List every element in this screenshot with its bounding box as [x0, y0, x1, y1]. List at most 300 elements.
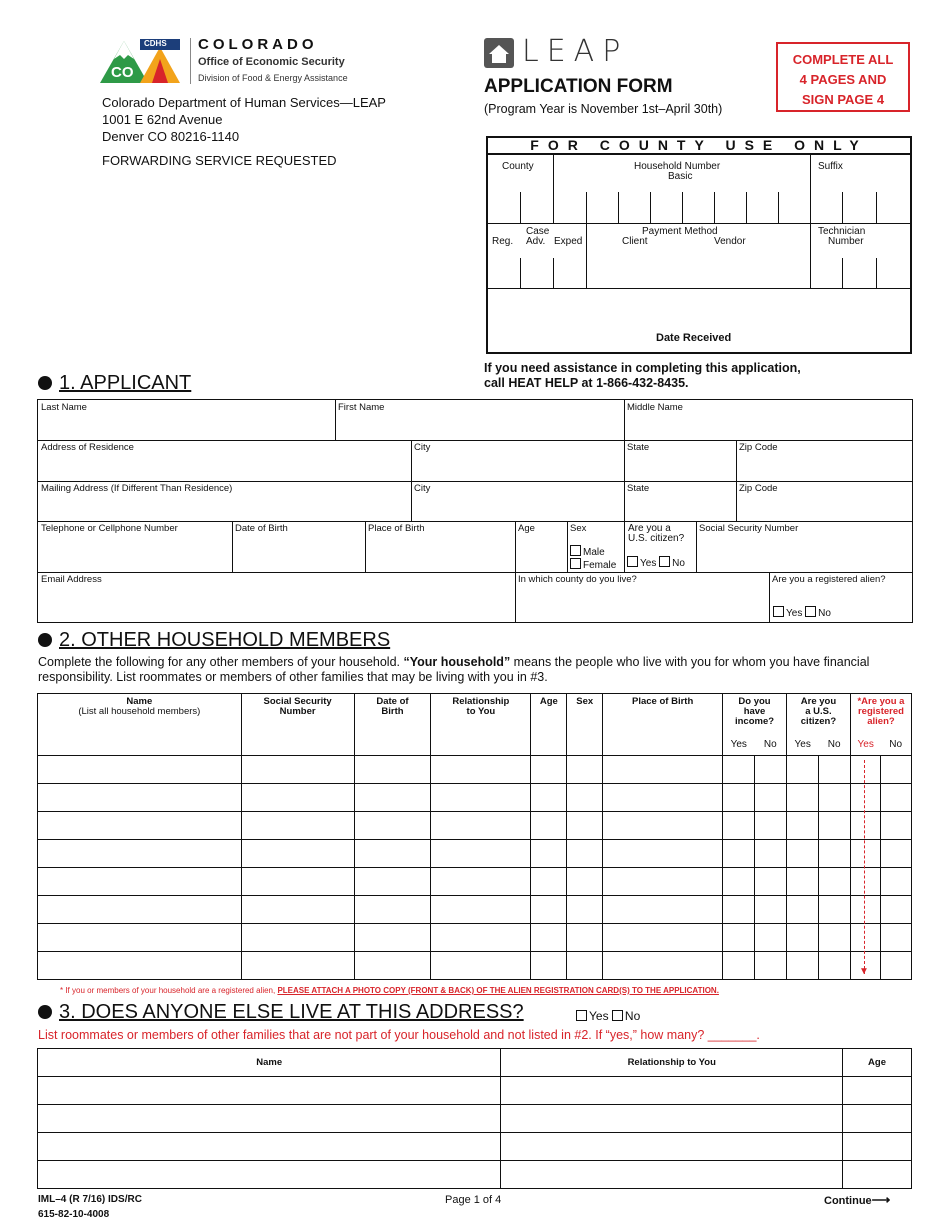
- table-cell[interactable]: [38, 1161, 501, 1189]
- col-pob: Place of Birth: [603, 694, 723, 756]
- table-cell[interactable]: [843, 1133, 912, 1161]
- continue-label: Continue: [824, 1195, 872, 1207]
- tick: [842, 192, 843, 223]
- alien-field: [769, 572, 912, 622]
- telephone-field[interactable]: [38, 521, 232, 572]
- table-cell[interactable]: [501, 1077, 843, 1105]
- table-cell[interactable]: [786, 840, 818, 868]
- table-cell[interactable]: [567, 896, 603, 924]
- table-cell[interactable]: [723, 924, 755, 952]
- alien-yes-checkbox[interactable]: [773, 606, 784, 617]
- divider: [810, 223, 811, 288]
- state-label: State: [627, 483, 650, 494]
- citizen-field: [624, 521, 696, 572]
- zip-label: Zip Code: [739, 442, 778, 453]
- table-cell[interactable]: [603, 840, 723, 868]
- tick: [714, 192, 715, 223]
- form-id: IML–4 (R 7/16) IDS/RC: [38, 1194, 142, 1205]
- table-cell[interactable]: [818, 952, 850, 980]
- other-resident-row[interactable]: [38, 1105, 912, 1133]
- household-number-label: Household Number: [634, 161, 721, 172]
- form-number: 615-82-10-4008: [38, 1209, 110, 1220]
- male-label: Male: [583, 547, 605, 558]
- no-label: No: [672, 558, 685, 569]
- col-label: Relationship: [452, 696, 510, 707]
- assistance-line: If you need assistance in completing this application,: [484, 361, 801, 375]
- residence-address-label: Address of Residence: [41, 442, 134, 453]
- cdhs-logo: [100, 37, 190, 85]
- logo-divider: [190, 38, 191, 84]
- table-cell[interactable]: [531, 896, 567, 924]
- intro-text: Complete the following for any other members of your household.: [38, 655, 404, 669]
- table-cell[interactable]: [818, 840, 850, 868]
- citizen-q-line: U.S. citizen?: [628, 533, 685, 544]
- tick: [682, 192, 683, 223]
- county-use-title: FOR COUNTY USE ONLY: [488, 138, 910, 155]
- table-cell[interactable]: [241, 784, 354, 812]
- table-cell[interactable]: [354, 812, 431, 840]
- divider: [520, 258, 521, 288]
- section-3-options: [576, 1009, 640, 1023]
- table-cell[interactable]: [431, 784, 531, 812]
- household-member-row[interactable]: [38, 868, 912, 896]
- address-line: Colorado Department of Human Services—LEAP: [102, 95, 386, 110]
- table-cell[interactable]: [603, 812, 723, 840]
- divider: [810, 155, 811, 223]
- other-resident-row[interactable]: [38, 1161, 912, 1189]
- table-cell[interactable]: [354, 924, 431, 952]
- table-cell[interactable]: [818, 812, 850, 840]
- table-cell[interactable]: [431, 868, 531, 896]
- table-cell[interactable]: [880, 868, 911, 896]
- mailing-address-label: Mailing Address (If Different Than Residence): [41, 483, 233, 494]
- col-ssn: [241, 694, 354, 756]
- table-cell[interactable]: [786, 756, 818, 784]
- table-cell[interactable]: [241, 756, 354, 784]
- notice-line: 4 PAGES AND: [799, 72, 887, 87]
- arrow-down-icon: ▼: [859, 966, 869, 977]
- table-cell[interactable]: [603, 924, 723, 952]
- table-cell[interactable]: [603, 784, 723, 812]
- col-name-label: Name: [126, 696, 153, 707]
- sex-label: Sex: [570, 523, 587, 534]
- address-line: 1001 E 62nd Avenue: [102, 112, 223, 127]
- notice-line: COMPLETE ALL: [792, 52, 894, 67]
- no-label: No: [624, 1009, 641, 1023]
- table-cell[interactable]: [531, 784, 567, 812]
- ssn-label: Social Security Number: [699, 523, 799, 534]
- table-cell[interactable]: [755, 924, 787, 952]
- table-cell[interactable]: [354, 868, 431, 896]
- date-received-label: Date Received: [656, 332, 732, 344]
- table-cell[interactable]: [818, 868, 850, 896]
- table-cell[interactable]: [567, 952, 603, 980]
- table-cell[interactable]: [567, 812, 603, 840]
- arrow-right-icon: ⟶: [871, 1192, 891, 1207]
- table-cell[interactable]: [567, 924, 603, 952]
- col-label: Number: [279, 706, 316, 717]
- table-cell[interactable]: [501, 1105, 843, 1133]
- age-field[interactable]: [515, 521, 567, 572]
- table-cell[interactable]: [843, 1105, 912, 1133]
- section-1-heading: 1. APPLICANT: [59, 372, 192, 394]
- table-cell[interactable]: [354, 896, 431, 924]
- col-label: Social Security: [263, 696, 332, 707]
- table-cell[interactable]: [880, 812, 911, 840]
- table-cell[interactable]: [531, 924, 567, 952]
- table-cell[interactable]: [603, 756, 723, 784]
- table-cell[interactable]: [38, 812, 242, 840]
- table-cell[interactable]: [431, 896, 531, 924]
- alien-footnote: [60, 986, 719, 995]
- table-cell[interactable]: [723, 952, 755, 980]
- table-cell[interactable]: [755, 868, 787, 896]
- table-cell[interactable]: [755, 896, 787, 924]
- table-cell[interactable]: [603, 896, 723, 924]
- table-cell[interactable]: [531, 840, 567, 868]
- table-cell[interactable]: [786, 896, 818, 924]
- office-name: Office of Economic Security: [198, 56, 345, 68]
- return-address: [102, 94, 386, 145]
- county-question-label: In which county do you live?: [518, 574, 637, 585]
- org-name: COLORADO: [198, 36, 318, 53]
- row-divider: [488, 223, 910, 224]
- table-cell[interactable]: [354, 756, 431, 784]
- mailing-zip-field[interactable]: [736, 481, 912, 521]
- alien-arrow: [864, 760, 866, 974]
- citizen-options: [627, 556, 685, 569]
- email-field[interactable]: [38, 572, 515, 622]
- table-cell[interactable]: [531, 812, 567, 840]
- male-option[interactable]: [570, 545, 616, 558]
- table-cell[interactable]: [880, 840, 911, 868]
- other-resident-rows: [38, 1077, 912, 1189]
- col-age: Age: [531, 694, 567, 756]
- col-label: Do you: [738, 696, 771, 707]
- co-badge-text: CO: [111, 64, 134, 81]
- alien-yes: Yes: [850, 734, 880, 756]
- table-cell[interactable]: [38, 1133, 501, 1161]
- table-cell[interactable]: [786, 924, 818, 952]
- table-cell[interactable]: [431, 840, 531, 868]
- col-label: *Are you a: [857, 696, 905, 707]
- no-label: No: [818, 608, 831, 619]
- table-cell[interactable]: [786, 812, 818, 840]
- section-3-intro: List roommates or members of other families that are not part of your household and not listed in #2. If “yes,” how many? _______.: [38, 1028, 760, 1042]
- yes-label: Yes: [589, 1009, 609, 1023]
- tick: [842, 258, 843, 288]
- table-cell[interactable]: [38, 784, 242, 812]
- residence-city-field[interactable]: [411, 440, 624, 481]
- household-member-row[interactable]: [38, 952, 912, 980]
- divider: [586, 223, 587, 288]
- header-row: [38, 1049, 912, 1077]
- col-label: to You: [466, 706, 496, 717]
- assistance-line: call HEAT HELP at 1-866-432-8435.: [484, 376, 689, 390]
- sex-field: [567, 521, 624, 572]
- vendor-label: Vendor: [714, 236, 746, 247]
- applicant-grid: [37, 399, 913, 623]
- tick: [746, 192, 747, 223]
- leap-house-icon: [484, 38, 514, 68]
- notice-line: SIGN PAGE 4: [801, 92, 885, 107]
- section-3-heading: 3. DOES ANYONE ELSE LIVE AT THIS ADDRESS?: [59, 1001, 524, 1023]
- pob-label: Place of Birth: [368, 523, 425, 534]
- table-cell[interactable]: [843, 1161, 912, 1189]
- alien-no: No: [880, 734, 911, 756]
- tick: [876, 192, 877, 223]
- other-residents-table: [37, 1048, 912, 1189]
- other-resident-row[interactable]: [38, 1133, 912, 1161]
- table-cell[interactable]: [723, 868, 755, 896]
- middle-name-field[interactable]: [624, 400, 912, 440]
- table-cell[interactable]: [603, 868, 723, 896]
- table-cell[interactable]: [431, 756, 531, 784]
- table-cell[interactable]: [603, 952, 723, 980]
- table-cell[interactable]: [880, 924, 911, 952]
- table-cell[interactable]: [38, 952, 242, 980]
- table-cell[interactable]: [723, 784, 755, 812]
- col-citizen: [786, 694, 850, 734]
- tick: [650, 192, 651, 223]
- table-cell[interactable]: [531, 952, 567, 980]
- tech-number-label: Number: [828, 236, 864, 247]
- anyone-yes-checkbox[interactable]: [576, 1010, 587, 1021]
- table-cell[interactable]: [431, 952, 531, 980]
- table-cell[interactable]: [431, 812, 531, 840]
- household-members-table: [37, 693, 912, 980]
- col-label: a U.S.: [805, 706, 832, 717]
- yes-label: Yes: [786, 608, 803, 619]
- residence-zip-field[interactable]: [736, 440, 912, 481]
- payment-method-label: Payment Method: [642, 226, 718, 237]
- table-cell[interactable]: [880, 952, 911, 980]
- row-divider: [488, 288, 910, 289]
- household-member-row[interactable]: [38, 812, 912, 840]
- mailing-state-field[interactable]: [624, 481, 736, 521]
- col-name-sub: (List all household members): [78, 706, 201, 717]
- table-cell[interactable]: [354, 840, 431, 868]
- assistance-note: [484, 361, 801, 391]
- table-cell[interactable]: [755, 756, 787, 784]
- table-cell[interactable]: [531, 756, 567, 784]
- household-rows: [38, 756, 912, 980]
- sex-options: [570, 545, 616, 571]
- table-cell[interactable]: [818, 896, 850, 924]
- table-cell[interactable]: [786, 952, 818, 980]
- city-label: City: [414, 483, 431, 494]
- table-cell[interactable]: [567, 756, 603, 784]
- citizen-no-checkbox[interactable]: [659, 556, 670, 567]
- table-cell[interactable]: [38, 924, 242, 952]
- mailing-address-field[interactable]: [38, 481, 411, 521]
- table-cell[interactable]: [818, 924, 850, 952]
- county-label: County: [502, 161, 534, 172]
- table-cell[interactable]: [843, 1077, 912, 1105]
- intro-bold-text: “Your household”: [403, 655, 511, 669]
- section-2-heading: 2. OTHER HOUSEHOLD MEMBERS: [59, 629, 391, 651]
- col-relationship: Relationship to You: [501, 1049, 843, 1077]
- col-label: income?: [734, 716, 775, 727]
- table-cell[interactable]: [567, 840, 603, 868]
- tick: [586, 192, 587, 223]
- table-cell[interactable]: [241, 952, 354, 980]
- cdhs-badge-text: CDHS: [144, 39, 167, 48]
- table-cell[interactable]: [755, 784, 787, 812]
- col-label: have: [743, 706, 766, 717]
- alien-question-label: Are you a registered alien?: [772, 574, 886, 585]
- reg-label: Reg.: [492, 236, 514, 247]
- table-cell[interactable]: [755, 952, 787, 980]
- col-income: [723, 694, 787, 734]
- table-cell[interactable]: [818, 784, 850, 812]
- table-cell[interactable]: [786, 784, 818, 812]
- col-relationship: [431, 694, 531, 756]
- dob-field[interactable]: [232, 521, 365, 572]
- table-cell[interactable]: [241, 924, 354, 952]
- bullet-icon: [38, 376, 52, 390]
- table-cell[interactable]: [818, 756, 850, 784]
- citizen-q-line: Are you a: [628, 523, 671, 534]
- table-cell[interactable]: [241, 840, 354, 868]
- technician-label: Technician: [818, 226, 866, 237]
- table-cell[interactable]: [354, 784, 431, 812]
- residence-state-field[interactable]: [624, 440, 736, 481]
- zip-label: Zip Code: [739, 483, 778, 494]
- table-cell[interactable]: [354, 952, 431, 980]
- first-name-field[interactable]: [335, 400, 624, 440]
- table-cell[interactable]: [567, 868, 603, 896]
- complete-pages-notice: [776, 42, 910, 112]
- female-checkbox[interactable]: [570, 558, 581, 569]
- table-cell[interactable]: [723, 812, 755, 840]
- table-cell[interactable]: [241, 868, 354, 896]
- suffix-label: Suffix: [818, 161, 843, 172]
- male-checkbox[interactable]: [570, 545, 581, 556]
- anyone-no-checkbox[interactable]: [612, 1010, 623, 1021]
- table-cell[interactable]: [38, 840, 242, 868]
- city-label: City: [414, 442, 431, 453]
- table-cell[interactable]: [723, 840, 755, 868]
- section-1-title: [38, 372, 191, 395]
- last-name-field[interactable]: [38, 400, 335, 440]
- leap-wordmark: LEAP: [522, 34, 629, 69]
- exped-label: Exped: [554, 236, 583, 247]
- col-sex: Sex: [567, 694, 603, 756]
- household-member-row[interactable]: [38, 840, 912, 868]
- table-cell[interactable]: [38, 1077, 501, 1105]
- address-line: Denver CO 80216-1140: [102, 129, 240, 144]
- table-cell[interactable]: [501, 1161, 843, 1189]
- table-cell[interactable]: [880, 784, 911, 812]
- alien-options: [773, 606, 831, 619]
- mailing-city-field[interactable]: [411, 481, 624, 521]
- female-label: Female: [583, 560, 617, 571]
- email-label: Email Address: [41, 574, 102, 585]
- col-alien: [850, 694, 911, 734]
- residence-address-field[interactable]: [38, 440, 411, 481]
- table-cell[interactable]: [241, 896, 354, 924]
- section-2-intro: [38, 655, 914, 685]
- table-cell[interactable]: [531, 868, 567, 896]
- col-name: Name: [38, 1049, 501, 1077]
- pob-field[interactable]: [365, 521, 515, 572]
- form-title: APPLICATION FORM: [484, 76, 673, 97]
- tick: [876, 258, 877, 288]
- household-member-row[interactable]: [38, 756, 912, 784]
- table-cell[interactable]: [755, 840, 787, 868]
- footnote-text: * If you or members of your household are a registered alien,: [60, 986, 278, 995]
- table-cell[interactable]: [880, 896, 911, 924]
- table-cell[interactable]: [786, 868, 818, 896]
- tick: [618, 192, 619, 223]
- table-cell[interactable]: [431, 924, 531, 952]
- table-cell[interactable]: [755, 812, 787, 840]
- income-no: No: [755, 734, 787, 756]
- other-resident-row[interactable]: [38, 1077, 912, 1105]
- table-cell[interactable]: [241, 812, 354, 840]
- income-yes: Yes: [723, 734, 755, 756]
- col-dob: [354, 694, 431, 756]
- header-row: [38, 694, 912, 734]
- county-use-box: [486, 136, 912, 354]
- continue-indicator: [824, 1192, 890, 1208]
- citizen-yes: Yes: [786, 734, 818, 756]
- client-label: Client: [622, 236, 648, 247]
- citizen-no: No: [818, 734, 850, 756]
- ssn-field[interactable]: [696, 521, 912, 572]
- tick: [520, 192, 521, 223]
- table-cell[interactable]: [38, 868, 242, 896]
- section-2-title: [38, 629, 390, 652]
- bullet-icon: [38, 1005, 52, 1019]
- col-label: Are you: [800, 696, 837, 707]
- household-member-row[interactable]: [38, 896, 912, 924]
- division-name: Division of Food & Energy Assistance: [198, 73, 348, 83]
- female-option[interactable]: [570, 558, 616, 571]
- col-label: citizen?: [800, 716, 837, 727]
- table-cell[interactable]: [38, 896, 242, 924]
- table-cell[interactable]: [38, 756, 242, 784]
- section-3-title: [38, 1001, 524, 1024]
- table-cell[interactable]: [567, 784, 603, 812]
- telephone-label: Telephone or Cellphone Number: [41, 523, 178, 534]
- adv-label: Adv.: [526, 236, 546, 247]
- col-name: [38, 694, 242, 756]
- citizen-question: [628, 524, 684, 544]
- state-label: State: [627, 442, 650, 453]
- page-number: Page 1 of 4: [445, 1194, 502, 1206]
- table-cell[interactable]: [501, 1133, 843, 1161]
- col-label: alien?: [867, 716, 895, 727]
- col-label: registered: [857, 706, 904, 717]
- county-field[interactable]: [515, 572, 769, 622]
- case-label: Case: [526, 226, 550, 237]
- table-cell[interactable]: [38, 1105, 501, 1133]
- household-member-row[interactable]: [38, 924, 912, 952]
- yes-label: Yes: [640, 558, 657, 569]
- table-cell[interactable]: [723, 896, 755, 924]
- household-member-row[interactable]: [38, 784, 912, 812]
- alien-no-checkbox[interactable]: [805, 606, 816, 617]
- citizen-yes-checkbox[interactable]: [627, 556, 638, 567]
- basic-label: Basic: [668, 171, 693, 182]
- table-cell[interactable]: [723, 756, 755, 784]
- col-age: Age: [843, 1049, 912, 1077]
- intro-text: means the people who live with you for whom you have financial responsibility. List roommates or members of other families that may be living with you in #3.: [38, 655, 870, 684]
- program-year: (Program Year is November 1st–April 30th): [484, 102, 723, 116]
- table-cell[interactable]: [880, 756, 911, 784]
